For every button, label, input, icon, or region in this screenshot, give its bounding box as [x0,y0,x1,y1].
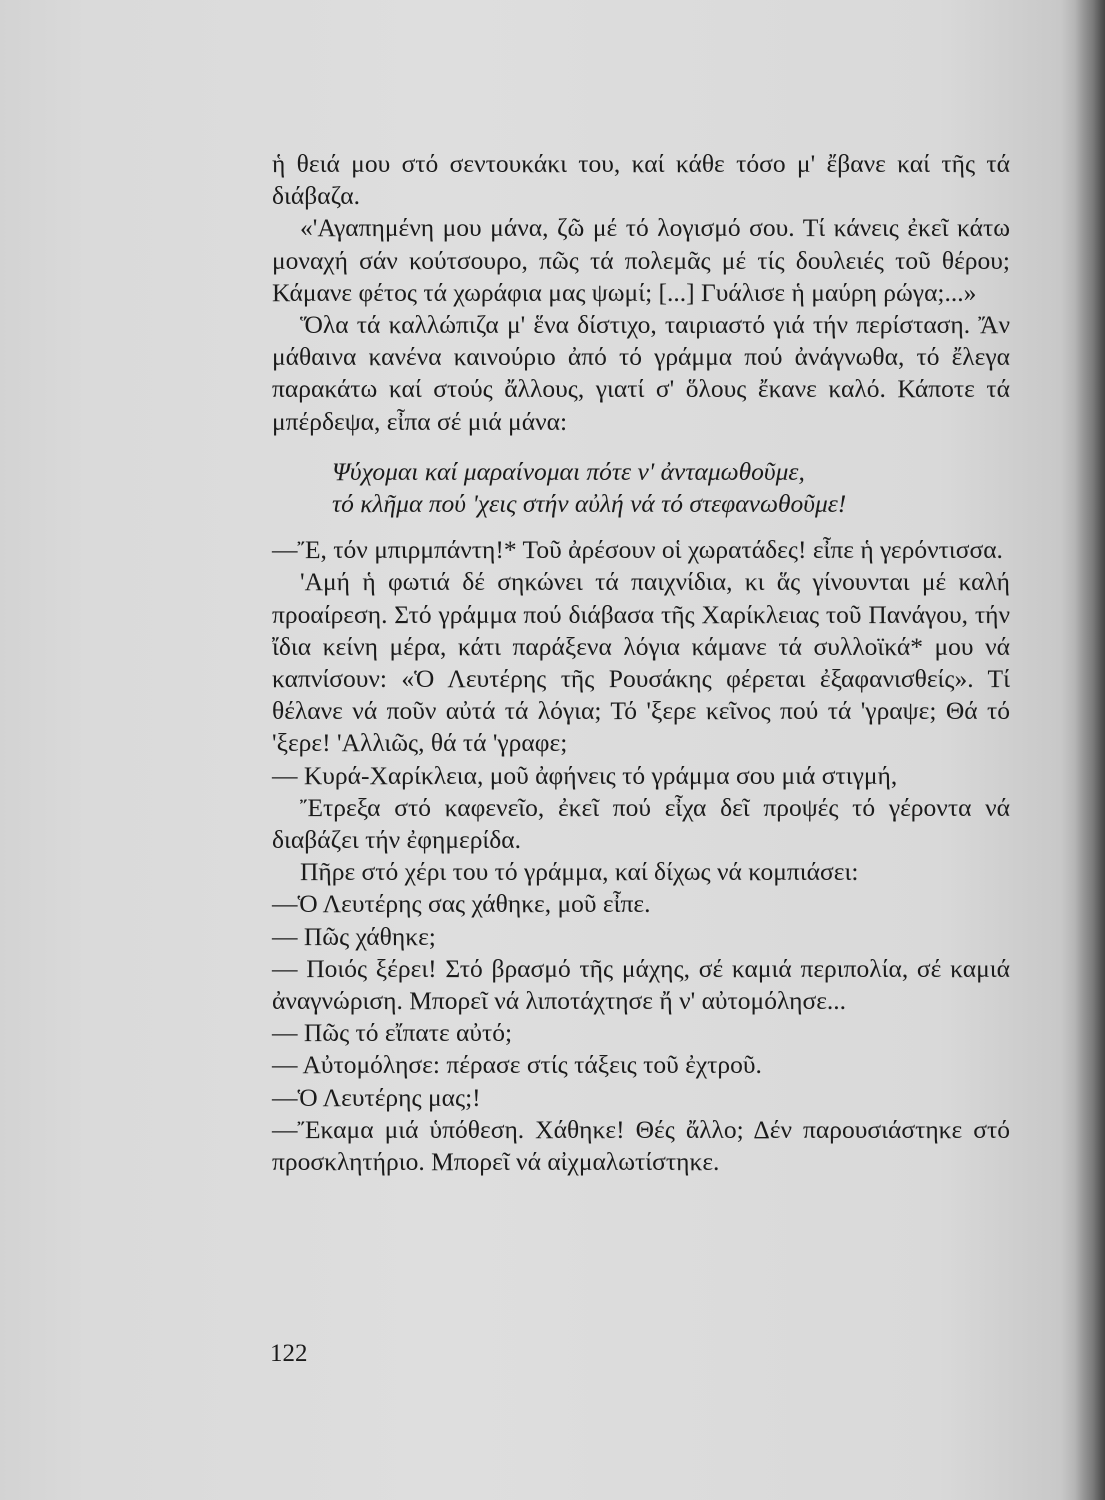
verse-line: Ψύχομαι καί μαραίνομαι πότε ν' ἀνταμωθοῦμε, [332,456,805,486]
paragraph: Ἔτρεξα στό καφενεῖο, ἐκεῖ πού εἶχα δεῖ προψές τό γέροντα νά διαβάζει τήν ἐφημερίδα. [272,792,1010,855]
verse-line: τό κλῆμα πού 'χεις στήν αὐλή νά τό στεφανωθοῦμε! [332,489,847,519]
paragraph: ἡ θειά μου στό σεντουκάκι του, καί κάθε τόσο μ' ἔβανε καί τῆς τά διάβαζα. [272,149,1010,211]
paragraph: 'Αμή ἡ φωτιά δέ σηκώνει τά παιχνίδια, κι ἅς γίνουνται μέ καλή προαίρεση. Στό γράμμα πού διάβασα τῆς Χαρίκλειας τοῦ Πανάγου, τήν ἴδια κείνη μέρα, κάτι παράξενα λόγια κάμανε τά συλλοϊκά* μου νά καπνίσουν: «Ὁ Λευτέρης τῆς Ρουσάκης φέρεται ἐξαφανισθείς». Τί θέλανε νά ποῦν αὐτά τά λόγια; Τό 'ξερε κεῖνος πού τά 'γραψε; Θά τό 'ξερε! 'Αλλιῶς, θά τά 'γραφε; [272,567,1010,758]
dialogue-line: — Πῶς χάθηκε; [272,921,436,951]
paragraph: Πῆρε στό χέρι του τό γράμμα, καί δίχως νά κομπιάσει: [300,857,859,887]
dialogue-line: —Ἔκαμα μιά ὑπόθεση. Χάθηκε! Θές ἄλλο; Δέν παρουσιάστηκε στό προσκλητήριο. Μπορεῖ νά αἰχμαλωτίστηκε. [272,1114,1010,1177]
dialogue-line: —Ὁ Λευτέρης σας χάθηκε, μοῦ εἶπε. [272,889,651,919]
dialogue-line: —Ἔ, τόν μπιρμπάντη!* Τοῦ ἀρέσουν οἱ χωρατάδες! εἶπε ἡ γερόντισσα. [272,535,1003,565]
couplet [272,456,1010,520]
dialogue-line: — Αὐτομόλησε: πέρασε στίς τάξεις τοῦ ἐχτροῦ. [272,1050,762,1080]
paragraph: «'Αγαπημένη μου μάνα, ζῶ μέ τό λογισμό σου. Τί κάνεις ἐκεῖ κάτω μοναχή σάν κούτσουρο, πῶς τά πολεμᾶς μέ τίς δουλειές τοῦ θέρου; Κάμανε φέτος τά χωράφια μας ψωμί; [...] Γυάλισε ἡ μαύρη ρώγα;...» [272,213,1010,307]
paragraph: Ὅλα τά καλλώπιζα μ' ἕνα δίστιχο, ταιριαστό γιά τήν περίσταση. Ἄν μάθαινα κανένα καινούριο ἀπό τό γράμμα πού ἀνάγνωθα, τό ἔλεγα παρακάτω καί στούς ἄλλους, γιατί σ' ὅλους ἔκανε καλό. Κάποτε τά μπέρδεψα, εἶπα σέ μιά μάνα: [272,310,1010,436]
page-number: 122 [270,1340,308,1367]
dialogue-line: —Ὁ Λευτέρης μας;! [272,1082,481,1112]
body-text [272,148,1010,1178]
dialogue-line: — Κυρά-Χαρίκλεια, μοῦ ἀφήνεις τό γράμμα σου μιά στιγμή, [272,760,898,790]
dialogue-line: — Πῶς τό εἴπατε αὐτό; [272,1018,513,1048]
dialogue-line: — Ποιός ξέρει! Στό βρασμό τῆς μάχης, σέ καμιά περιπολία, σέ καμιά ἀναγνώριση. Μπορεῖ νά λιποτάχτησε ἤ ν' αὐτομόλησε... [272,953,1010,1016]
page-edge-shadow [1075,0,1105,1500]
